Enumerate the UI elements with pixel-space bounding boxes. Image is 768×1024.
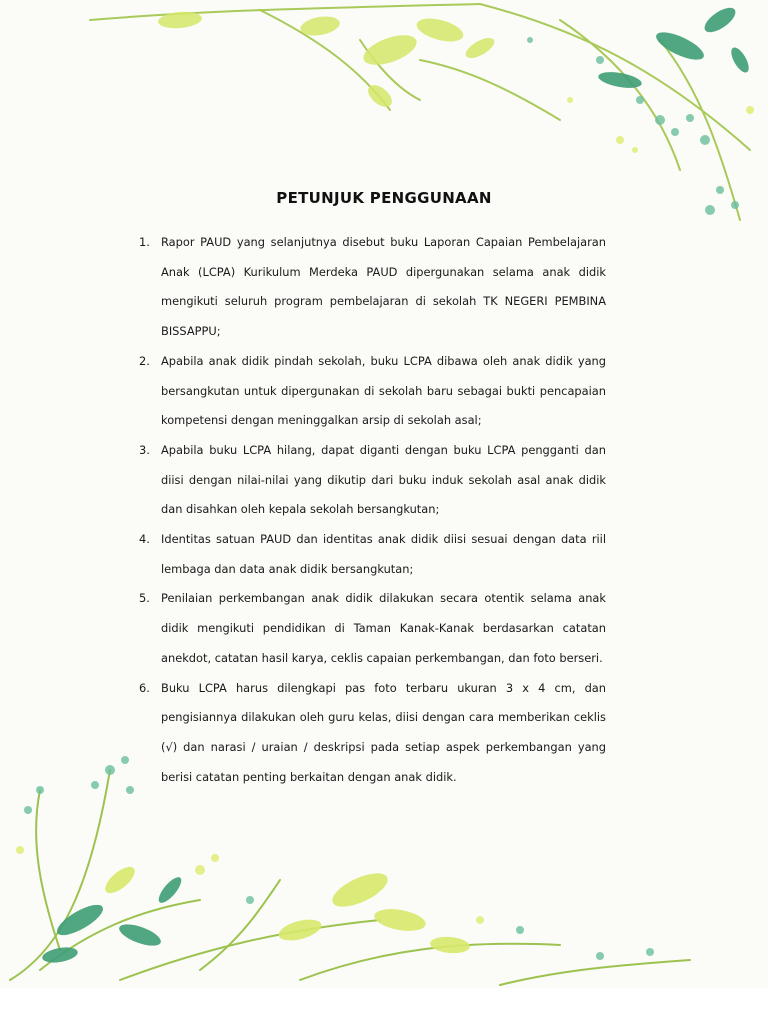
list-item-text: Apabila anak didik pindah sekolah, buku LCPA dibawa oleh anak didik yang bersangkutan untuk dipergunakan di sekolah baru sebagai bukti pencapaian kompetensi dengan meninggalkan arsip di sekolah asal; <box>161 353 606 428</box>
list-item-text: Identitas satuan PAUD dan identitas anak didik diisi sesuai dengan data riil lembaga dan data anak didik bersangkutan; <box>161 532 606 576</box>
list-item-text: Rapor PAUD yang selanjutnya disebut buku Laporan Capaian Pembelajaran Anak (LCPA) Kurikulum Merdeka PAUD dipergunakan selama anak didik mengikuti seluruh program pembelajaran di sekolah TK NEGERI PEMBINA BISSAPPU; <box>161 235 606 339</box>
list-item <box>136 584 606 673</box>
list-item <box>136 347 606 436</box>
list-item <box>136 674 606 793</box>
list-item-text: Apabila buku LCPA hilang, dapat diganti dengan buku LCPA pengganti dan diisi dengan nilai-nilai yang dikutip dari buku induk sekolah asal anak didik dan disahkan oleh kepala sekolah bersangkutan; <box>161 442 606 517</box>
list-item-number: 5. <box>139 591 150 606</box>
list-item-number: 1. <box>139 235 150 249</box>
list-item-text: Buku LCPA harus dilengkapi pas foto terbaru ukuran 3 x 4 cm, dan pengisiannya dilakukan oleh guru kelas, diisi dengan cara memberikan ceklis (√) dan narasi / uraian / deskripsi pada setiap aspek perkembangan yang berisi catatan penting berkaitan dengan anak didik. <box>161 680 606 784</box>
list-item-number: 6. <box>139 680 150 695</box>
list-item <box>136 228 606 347</box>
list-item <box>136 525 606 584</box>
instruction-list <box>136 228 606 792</box>
list-item <box>136 436 606 525</box>
list-item-number: 3. <box>139 442 150 457</box>
list-item-text: Penilaian perkembangan anak didik dilakukan secara otentik selama anak didik mengikuti pendidikan di Taman Kanak-Kanak berdasarkan catatan anekdot, catatan hasil karya, ceklis capaian perkembangan, dan foto berseri. <box>161 591 606 665</box>
list-item-number: 4. <box>139 532 150 547</box>
list-item-number: 2. <box>139 353 150 368</box>
page-bottom-margin <box>0 988 768 1024</box>
page-title: PETUNJUK PENGGUNAAN <box>276 189 492 207</box>
